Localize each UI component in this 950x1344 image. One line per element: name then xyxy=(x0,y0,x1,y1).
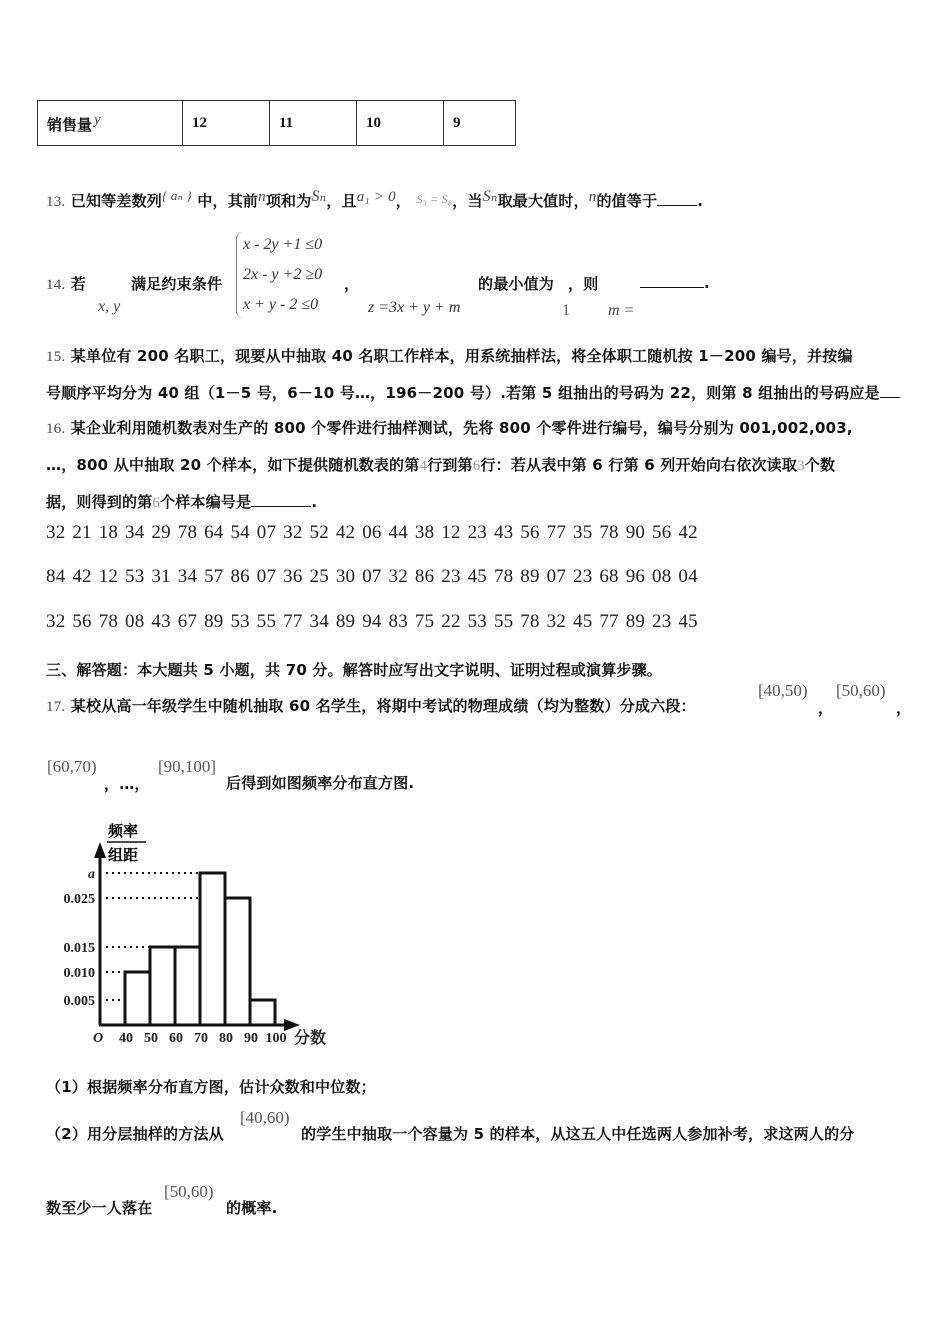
y-axis-arrow-icon xyxy=(94,842,106,858)
table-cell: 11 xyxy=(270,101,357,146)
question-17-part-2-d: 的概率. xyxy=(226,1199,278,1217)
interval-40-60: [40,60) xyxy=(240,1108,290,1127)
text: ，当 xyxy=(452,192,483,210)
y-tick-0.025: 0.025 xyxy=(63,892,95,907)
section-heading: 三、解答题：本大题共 5 小题，共 70 分。解答时应写出文字说明、证明过程或演算步骤。 xyxy=(46,661,663,679)
table-cell: 9 xyxy=(444,101,516,146)
interval-40-50: [40,50) xyxy=(758,681,808,700)
var-y: y xyxy=(94,111,101,128)
text: ， xyxy=(896,699,912,717)
math-objective-z: z =3x + y + m xyxy=(368,299,461,316)
text: 个数 xyxy=(804,456,836,474)
question-14 xyxy=(46,273,86,294)
math-row-6: 6 xyxy=(472,458,481,474)
text: 行：若从表中第 6 行第 6 列开始向右依次读取 xyxy=(480,456,798,474)
text: 某校从高一年级学生中随机抽取 60 名学生，将期中考试的物理成绩（均为整数）分成六段： xyxy=(70,697,696,715)
text: ，…， xyxy=(104,775,150,793)
constraint-1: x - 2y +1 ≤0 xyxy=(243,236,323,253)
text: ， xyxy=(344,275,360,293)
text: . xyxy=(697,192,704,210)
text: 项和为 xyxy=(265,192,312,210)
bar-90-100 xyxy=(250,1000,275,1025)
text: 取最大值时， xyxy=(497,192,589,210)
table-cell: 12 xyxy=(183,101,270,146)
bar-80-90 xyxy=(225,898,250,1025)
question-number: 13. xyxy=(46,194,66,210)
question-17-part-2-a: （2）用分层抽样的方法从 xyxy=(46,1125,224,1143)
text: 据，则得到的第 xyxy=(46,493,153,511)
question-number: 16. xyxy=(46,421,66,437)
math-s3-equals-s8: S₃ = S₈ xyxy=(416,192,453,206)
text: 已知等差数列 xyxy=(70,192,162,210)
math-n: n xyxy=(588,189,597,205)
x-tick-50: 50 xyxy=(144,1031,158,1046)
constraint-2: 2x - y +2 ≥0 xyxy=(243,266,323,283)
question-17-line-1 xyxy=(46,695,696,716)
math-one: 1 xyxy=(562,302,570,319)
math-sn: Sₙ xyxy=(311,188,327,205)
constraint-3: x + y - 2 ≤0 xyxy=(243,296,319,313)
histogram-bars xyxy=(125,873,275,1025)
text: 后得到如图频率分布直方图. xyxy=(226,774,415,792)
x-tick-40: 40 xyxy=(119,1031,133,1046)
sales-table xyxy=(37,100,516,146)
question-number: 17. xyxy=(46,699,66,715)
text: ， xyxy=(395,192,411,210)
y-label-denominator: 组距 xyxy=(108,848,139,864)
text: . xyxy=(311,493,318,511)
question-15-line-1 xyxy=(46,345,853,366)
text: 中，其前 xyxy=(197,192,259,210)
random-number-row-5: 84 42 12 53 31 34 57 86 07 36 25 30 07 32 86 23 45 78 89 07 23 68 96 08 04 xyxy=(46,566,698,587)
x-tick-70: 70 xyxy=(194,1031,208,1046)
text: ，则 xyxy=(568,275,599,293)
interval-50-60-b: [50,60) xyxy=(164,1182,214,1201)
bar-40-50 xyxy=(125,972,150,1025)
y-tick-a: a xyxy=(88,867,95,882)
math-row-4: 4 xyxy=(419,458,428,474)
brace-icon xyxy=(236,232,243,318)
frequency-histogram xyxy=(40,810,350,1055)
question-17-part-2-b: 的学生中抽取一个容量为 5 的样本，从这五人中任选两人参加补考，求这两人的分 xyxy=(301,1125,855,1143)
question-17-part-2-c: 数至少一人落在 xyxy=(46,1199,153,1217)
answer-area xyxy=(640,273,710,292)
math-m-equals: m = xyxy=(608,302,635,319)
x-tick-100: 100 xyxy=(265,1031,287,1046)
x-tick-60: 60 xyxy=(169,1031,183,1046)
x-tick-90: 90 xyxy=(244,1031,258,1046)
math-n: n xyxy=(258,189,266,205)
interval-60-70: [60,70) xyxy=(47,757,97,776)
text: 满足约束条件 xyxy=(131,275,223,293)
question-number: 14. xyxy=(46,277,66,293)
interval-50-60: [50,60) xyxy=(836,681,886,700)
bar-70-80 xyxy=(200,873,225,1025)
text: ， xyxy=(818,699,834,717)
text: …，800 从中抽取 20 个样本，如下提供随机数表的第 xyxy=(46,456,420,474)
x-tick-80: 80 xyxy=(219,1031,233,1046)
answer-blank[interactable] xyxy=(251,492,311,507)
table-row xyxy=(38,101,516,146)
y-tick-0.015: 0.015 xyxy=(63,941,95,956)
random-number-row-4: 32 21 18 34 29 78 64 54 07 32 52 42 06 44 38 12 23 43 56 77 35 78 90 56 42 xyxy=(46,522,698,543)
text: 的最小值为 xyxy=(478,275,555,293)
question-16-line-1 xyxy=(46,417,853,438)
math-xy: x, y xyxy=(98,298,121,315)
table-cell: 10 xyxy=(357,101,444,146)
y-tick-0.005: 0.005 xyxy=(63,994,95,1009)
random-number-row-6: 32 56 78 08 43 67 89 53 55 77 34 89 94 83 75 22 53 55 78 32 45 77 89 23 45 xyxy=(46,611,698,632)
text: 的值等于 xyxy=(596,192,658,210)
text: 某单位有 200 名职工，现要从中抽取 40 名职工作样本，用系统抽样法，将全体职工随机按 1－200 编号，并按编 xyxy=(70,347,853,365)
math-a1-positive: a₁ > 0 xyxy=(356,189,396,205)
table-row-label: 销售量 y xyxy=(38,101,183,146)
question-number: 15. xyxy=(46,349,66,365)
question-13 xyxy=(46,186,703,211)
origin-label: O xyxy=(92,1031,104,1046)
answer-blank[interactable] xyxy=(657,191,697,206)
y-label-numerator: 频率 xyxy=(108,824,139,840)
bar-50-60 xyxy=(150,947,175,1025)
text: . xyxy=(704,274,710,292)
text: 某企业利用随机数表对生产的 800 个零件进行抽样测试，先将 800 个零件进行编号，编号分别为 001,002,003, xyxy=(70,419,853,437)
question-15-line-2 xyxy=(46,382,900,403)
text: ，且 xyxy=(326,192,357,210)
question-16-line-3 xyxy=(46,491,317,512)
math-sequence: { aₙ } xyxy=(162,188,192,203)
answer-blank[interactable] xyxy=(640,273,704,288)
y-tick-0.010: 0.010 xyxy=(63,966,95,981)
interval-90-100: [90,100] xyxy=(158,757,217,776)
question-16-line-2 xyxy=(46,454,835,475)
text: 号顺序平均分为 40 组（1－5 号，6－10 号…，196－200 号）.若第 5 组抽出的号码为 22，则第 8 组抽出的号码应是 xyxy=(46,384,880,402)
text: 行到第 xyxy=(427,456,473,474)
math-sn: Sₙ xyxy=(482,188,498,205)
math-six: 6 xyxy=(152,495,161,511)
bar-60-70 xyxy=(175,947,200,1025)
question-17-part-1: （1）根据频率分布直方图，估计众数和中位数； xyxy=(46,1078,376,1096)
text: 个样本编号是 xyxy=(160,493,252,511)
text: 若 xyxy=(70,275,86,293)
math-three: 3 xyxy=(797,458,805,474)
answer-blank[interactable] xyxy=(880,383,900,398)
x-axis-label: 分数 xyxy=(294,1030,327,1047)
